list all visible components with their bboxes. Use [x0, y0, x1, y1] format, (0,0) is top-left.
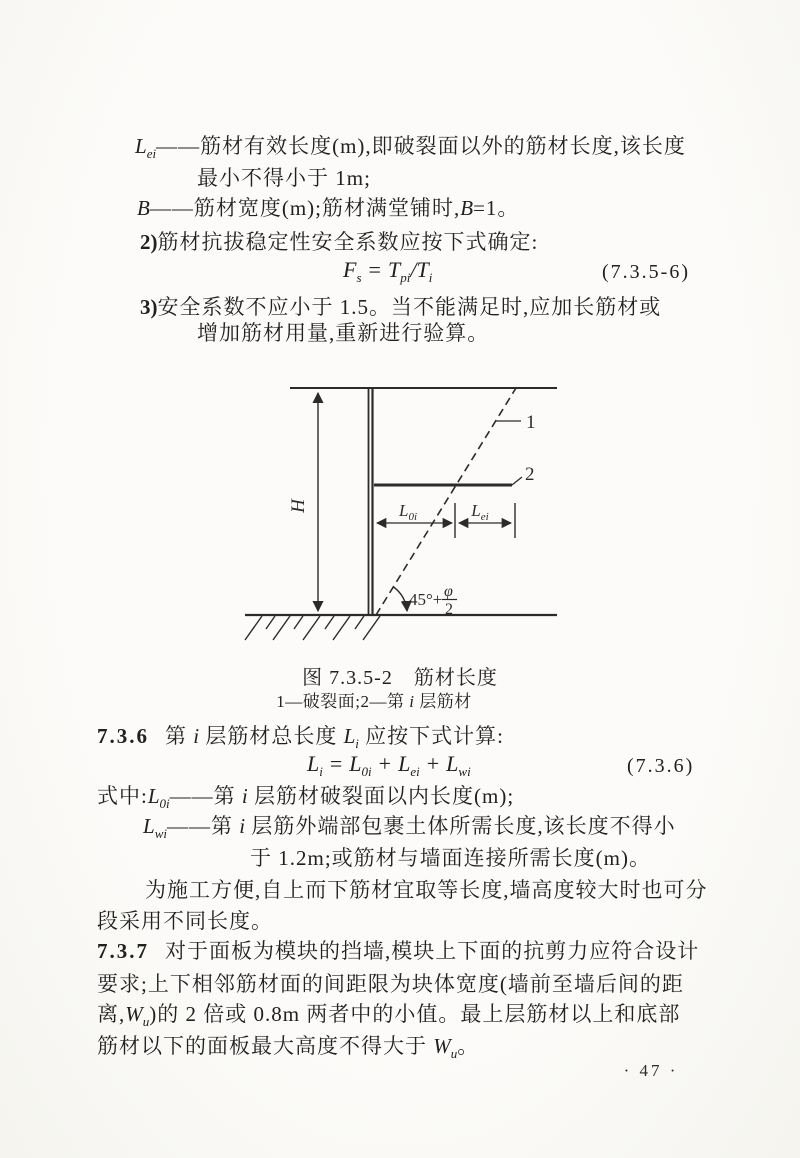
var-li: L [307, 751, 320, 776]
figure-caption: 图 7.3.5-2 筋材长度 [302, 667, 498, 689]
definition-lwi-var-i: i [239, 814, 246, 838]
item-2-number: 2) [140, 230, 158, 254]
clause-737-text4b: 。 [457, 1034, 480, 1058]
ground-hatching [245, 616, 380, 640]
var-li-sub: i [319, 764, 323, 779]
where-var-l0i: L [147, 784, 160, 808]
definition-lwi-line2: 于 1.2m;或筋材与墙面连接所需长度(m)。 [250, 846, 651, 870]
definition-lwi-text1: ——第 [166, 814, 240, 838]
figure-reinforcement-length-diagram [228, 366, 562, 652]
l0i-label: $L_{0i}$ [398, 501, 418, 523]
where-text: 式中: [97, 784, 148, 808]
legend-var-i: i [409, 692, 415, 711]
clause-736-text1: 第 [165, 724, 194, 748]
height-label: H [288, 499, 309, 513]
angle-label: 45°+ [409, 590, 443, 609]
formula-li [307, 751, 471, 785]
equation-number-736: (7.3.6) [627, 755, 695, 777]
var-wu-1-sub: u [142, 1014, 150, 1029]
item-3-text1: 安全系数不应小于 1.5。当不能满足时,应加长筋材或 [157, 295, 662, 319]
var-wu-1: W [125, 1002, 143, 1026]
var-lwi: L [446, 751, 459, 776]
clause-737-line3 [97, 1001, 680, 1035]
label-reinforcement-layer: 2 [525, 464, 535, 485]
clause-737-text3b: )的 2 倍或 0.8m 两者中的小值。最上层筋材以上和底部 [149, 1002, 681, 1026]
where-clause-line [97, 783, 514, 817]
var-f: F [343, 257, 357, 282]
angle-arc [394, 587, 408, 611]
legend-text-pre: 1—破裂面;2—第 [276, 692, 410, 711]
item-2-text: 筋材抗拔稳定性安全系数应按下式确定: [157, 230, 539, 254]
definition-b-text1: ——筋材宽度(m);筋材满堂铺时, [149, 196, 461, 220]
var-b: B [137, 196, 150, 220]
phi-symbol: φ [444, 583, 453, 600]
var-b2: B [460, 196, 474, 220]
equals-sign-2: = [329, 751, 343, 776]
where-text2: ——第 [169, 784, 242, 808]
var-tpi: T [387, 257, 401, 282]
equals-sign: = [368, 257, 381, 282]
definition-lei-line1 [135, 133, 686, 167]
plus-sign-2: + [426, 751, 440, 776]
item-3-line1 [140, 294, 661, 320]
formula-fs [343, 257, 432, 291]
var-l0i: L [349, 751, 362, 776]
var-lei-sub: ei [410, 764, 420, 779]
definition-lei-text: ——筋材有效长度(m),即破裂面以外的筋材长度,该长度 [156, 134, 686, 158]
var-f-sub: s [356, 270, 362, 285]
clause-736-text3: 应按下式计算: [358, 724, 504, 748]
equation-number-7356: (7.3.5-6) [602, 261, 690, 283]
where-var-i: i [241, 784, 248, 808]
divide-slash: / [410, 257, 417, 282]
item-2-line [140, 229, 538, 255]
clause-737-line1 [97, 938, 699, 964]
where-text3: 层筋材破裂面以内长度(m); [247, 784, 515, 808]
label-failure-plane: 1 [526, 412, 536, 433]
var-lei-sub: ei [146, 146, 157, 161]
lei-label: $L_{ei}$ [471, 501, 489, 523]
var-ti: T [416, 257, 429, 282]
var-tpi-sub: pi [400, 270, 411, 285]
clause-737-text1: 对于面板为模块的挡墙,模块上下面的抗剪力应符合设计 [165, 939, 700, 963]
definition-lwi-line1 [143, 813, 676, 847]
failure-plane-dashed-line [376, 388, 516, 615]
item-3-number: 3) [140, 295, 158, 319]
figure-legend [0, 691, 774, 712]
var-lei: L [135, 134, 147, 158]
clause-737-number: 7.3.7 [97, 939, 149, 963]
var-lei: L [398, 751, 411, 776]
definition-lwi-text2: 层筋外端部包裹土体所需长度,该长度不得小 [245, 814, 676, 838]
item-3-line2: 增加筋材用量,重新进行验算。 [197, 321, 490, 345]
var-lwi-sub: wi [458, 764, 471, 779]
definition-b-line [137, 195, 519, 221]
var-wu-2: W [433, 1034, 451, 1058]
var-l0i-sub: 0i [361, 764, 372, 779]
clause-737-line4 [97, 1033, 479, 1067]
clause-737-text4a: 筋材以下的面板最大高度不得大于 [97, 1034, 434, 1058]
var-ti-sub: i [428, 270, 433, 285]
clause-737-line2: 要求;上下相邻筋材面的间距限为块体宽度(墙前至墙后间的距 [97, 972, 684, 996]
label-2-leader-line [512, 477, 522, 485]
clause-736-text2: 层筋材总长度 [199, 724, 344, 748]
clause-736-var-l-sub: i [355, 736, 359, 751]
clause-736-number: 7.3.6 [97, 724, 149, 748]
clause-736-var-l: L [343, 724, 356, 748]
clause-737-text3a: 离, [97, 1002, 126, 1026]
var-wu-2-sub: u [450, 1046, 458, 1061]
page-number: · 47 · [623, 1061, 679, 1080]
paragraph-construction-line2: 段采用不同长度。 [97, 909, 273, 933]
paragraph-construction-line1: 为施工方便,自上而下筋材宜取等长度,墙高度较大时也可分 [145, 878, 708, 902]
where-var-l0i-sub: 0i [159, 796, 170, 811]
var-lwi-def-sub: wi [154, 826, 167, 841]
plus-sign-1: + [378, 751, 392, 776]
definition-b-text2: =1。 [473, 196, 520, 220]
var-lwi-def: L [143, 814, 155, 838]
definition-lei-line2: 最小不得小于 1m; [197, 166, 371, 190]
clause-736-var-i: i [193, 724, 200, 748]
legend-text-post: 层筋材 [414, 692, 472, 711]
fraction-denominator: 2 [445, 601, 453, 618]
